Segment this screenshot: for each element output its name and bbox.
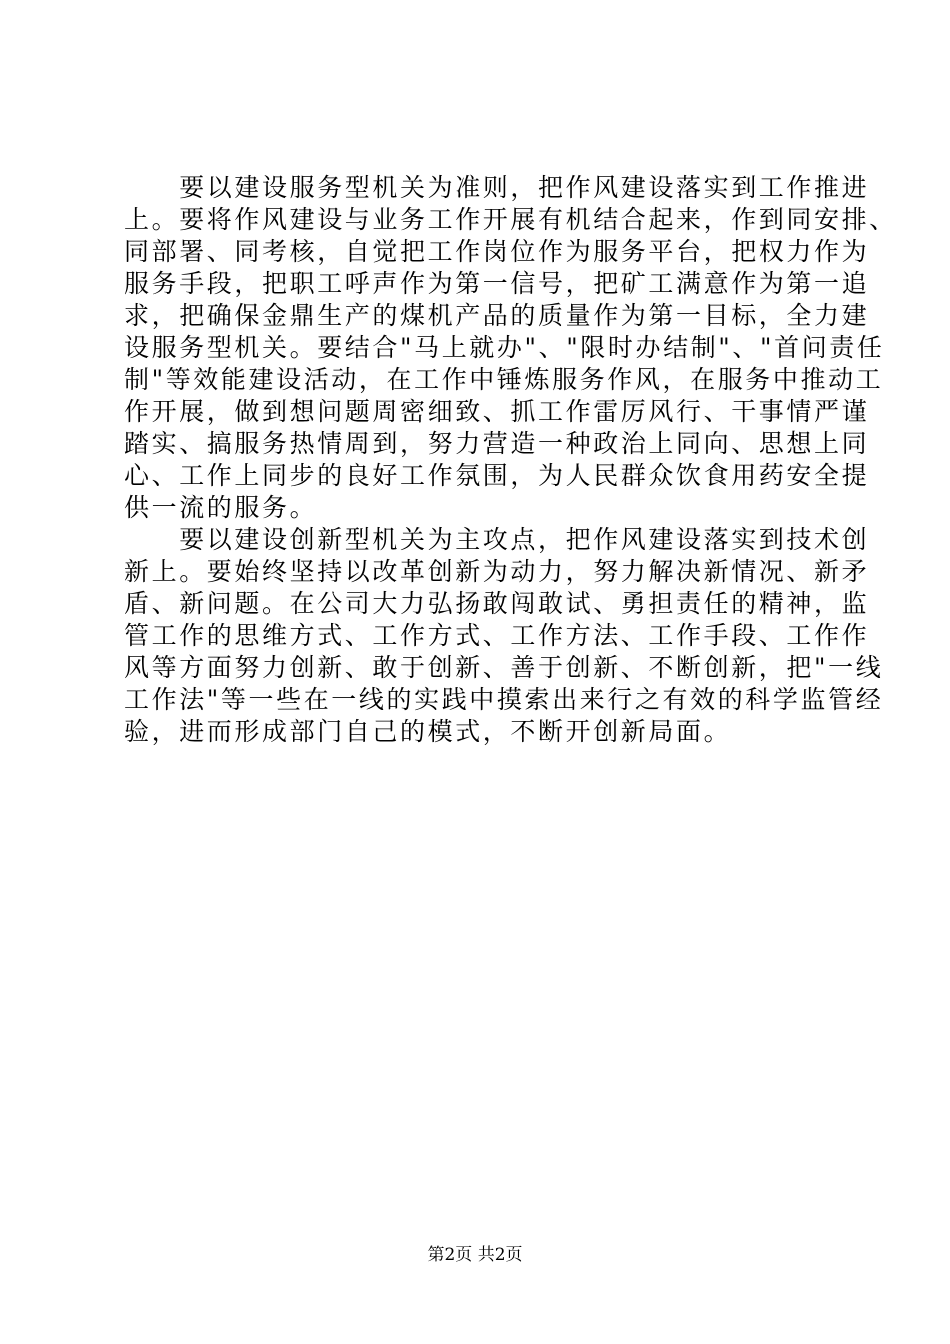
paragraph-line: 风等方面努力创新、敢于创新、善于创新、不断创新，把"一线 — [124, 653, 884, 682]
paragraph-line: 验，进而形成部门自己的模式，不断开创新局面。 — [124, 717, 732, 746]
paragraph-innovation-oriented — [124, 524, 884, 748]
paragraph-line: 同部署、同考核，自觉把工作岗位作为服务平台，把权力作为 — [124, 237, 870, 266]
paragraph-line: 服务手段，把职工呼声作为第一信号，把矿工满意作为第一追 — [124, 269, 870, 298]
document-body — [124, 172, 897, 748]
paragraph-line: 要以建设服务型机关为准则，把作风建设落实到工作推进 — [124, 173, 870, 202]
paragraph-line: 盾、新问题。在公司大力弘扬敢闯敢试、勇担责任的精神，监 — [124, 589, 870, 618]
paragraph-line: 供一流的服务。 — [124, 493, 318, 522]
paragraph-line: 新上。要始终坚持以改革创新为动力，努力解决新情况、新矛 — [124, 557, 870, 586]
paragraph-line: 要以建设创新型机关为主攻点，把作风建设落实到技术创 — [124, 525, 870, 554]
paragraph-line: 作开展，做到想问题周密细致、抓工作雷厉风行、干事情严谨 — [124, 397, 870, 426]
paragraph-line: 制"等效能建设活动，在工作中锤炼服务作风，在服务中推动工 — [124, 365, 884, 394]
page-number-footer: 第2页 共2页 — [427, 1245, 523, 1265]
paragraph-line: 求，把确保金鼎生产的煤机产品的质量作为第一目标，全力建 — [124, 301, 870, 330]
paragraph-line: 踏实、搞服务热情周到，努力营造一种政治上同向、思想上同 — [124, 429, 870, 458]
paragraph-line: 上。要将作风建设与业务工作开展有机结合起来，作到同安排、 — [124, 205, 897, 234]
paragraph-line: 管工作的思维方式、工作方式、工作方法、工作手段、工作作 — [124, 621, 870, 650]
paragraph-line: 设服务型机关。要结合"马上就办"、"限时办结制"、"首问责任 — [124, 333, 885, 362]
paragraph-line: 工作法"等一些在一线的实践中摸索出来行之有效的科学监管经 — [124, 685, 884, 714]
paragraph-service-oriented — [124, 172, 897, 524]
paragraph-line: 心、工作上同步的良好工作氛围，为人民群众饮食用药安全提 — [124, 461, 870, 490]
